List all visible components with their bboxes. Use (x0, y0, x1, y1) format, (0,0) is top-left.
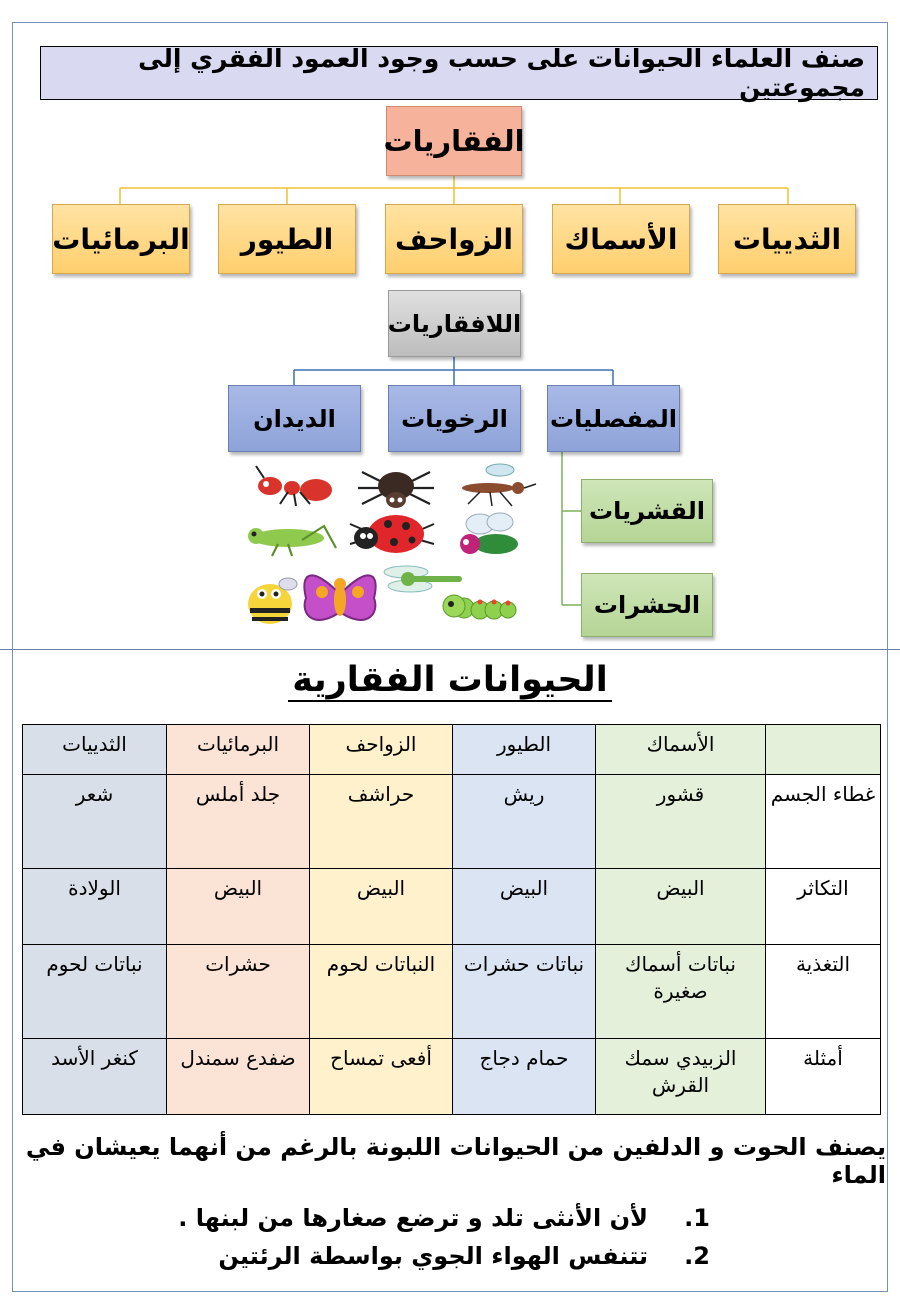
row-label: التكاثر (766, 869, 881, 945)
ladybug-icon (350, 515, 434, 553)
table-cell: نباتات أسماك صغيرة (596, 945, 766, 1039)
row-label: التغذية (766, 945, 881, 1039)
table-row (23, 1039, 881, 1115)
vertebrates-root: الفقاريات (386, 106, 522, 176)
table-cell: البيض (167, 869, 310, 945)
box-worms: الديدان (228, 385, 361, 452)
row-label: غطاء الجسم (766, 775, 881, 869)
table-row (23, 775, 881, 869)
vertebrates-table (22, 724, 881, 1115)
insects-illustration (238, 458, 538, 636)
dragonfly-icon (384, 566, 462, 592)
table-cell: البيض (596, 869, 766, 945)
table-header-cell: الثدييات (23, 725, 167, 775)
table-cell: شعر (23, 775, 167, 869)
box-arthropods: المفصليات (547, 385, 680, 452)
table-header-cell: الزواحف (310, 725, 453, 775)
table-cell: البيض (453, 869, 596, 945)
table-row (23, 869, 881, 945)
butterfly-icon (304, 575, 375, 620)
grasshopper-icon (248, 526, 336, 556)
mosquito-icon (462, 464, 536, 506)
box-mollusks: الرخويات (388, 385, 521, 452)
fly-icon (460, 513, 518, 554)
table-cell: النباتات لحوم (310, 945, 453, 1039)
table-cell: حمام دجاج (453, 1039, 596, 1115)
answer-item (150, 1204, 710, 1232)
table-cell: حشرات (167, 945, 310, 1039)
table-row (23, 945, 881, 1039)
answer-text: لأن الأنثى تلد و ترضع صغارها من لبنها . (178, 1204, 648, 1232)
table-cell: الولادة (23, 869, 167, 945)
caterpillar-icon (443, 595, 516, 619)
table-cell: جلد أملس (167, 775, 310, 869)
table-cell: قشور (596, 775, 766, 869)
table-header-cell: الطيور (453, 725, 596, 775)
table-header-row (23, 725, 881, 775)
ant-icon (256, 466, 332, 506)
page-title: صنف العلماء الحيوانات على حسب وجود العمود الفقري إلى مجموعتين (40, 46, 878, 100)
box-birds: الطيور (218, 204, 356, 274)
table-cell: الزبيدي سمك القرش (596, 1039, 766, 1115)
box-mammals: الثدييات (718, 204, 856, 274)
table-cell: كنغر الأسد (23, 1039, 167, 1115)
spider-icon (358, 472, 434, 508)
table-header-cell (766, 725, 881, 775)
table-cell: حراشف (310, 775, 453, 869)
table-header-cell: الأسماك (596, 725, 766, 775)
row-label: أمثلة (766, 1039, 881, 1115)
answer-item (150, 1242, 710, 1270)
box-insects: الحشرات (581, 573, 713, 637)
table-cell: ضفدع سمندل (167, 1039, 310, 1115)
table-cell: البيض (310, 869, 453, 945)
bee-icon (248, 578, 297, 624)
box-fish: الأسماك (552, 204, 690, 274)
table-header-cell: البرمائيات (167, 725, 310, 775)
answer-text: تتنفس الهواء الجوي بواسطة الرئتين (218, 1242, 648, 1270)
box-reptiles: الزواحف (385, 204, 523, 274)
table-cell: نباتات لحوم (23, 945, 167, 1039)
table-cell: أفعى تمساح (310, 1039, 453, 1115)
box-crustaceans: القشريات (581, 479, 713, 543)
answer-number: 2. (684, 1242, 710, 1270)
section-title: الحيوانات الفقارية (0, 660, 900, 700)
table-cell: نباتات حشرات (453, 945, 596, 1039)
answer-number: 1. (684, 1204, 710, 1232)
box-amphibians: البرمائيات (52, 204, 190, 274)
invertebrates-root: اللافقاريات (388, 290, 521, 357)
question-text: يصنف الحوت و الدلفين من الحيوانات اللبونة بالرغم من أنهما يعيشان في الماء (25, 1133, 886, 1189)
table-cell: ريش (453, 775, 596, 869)
